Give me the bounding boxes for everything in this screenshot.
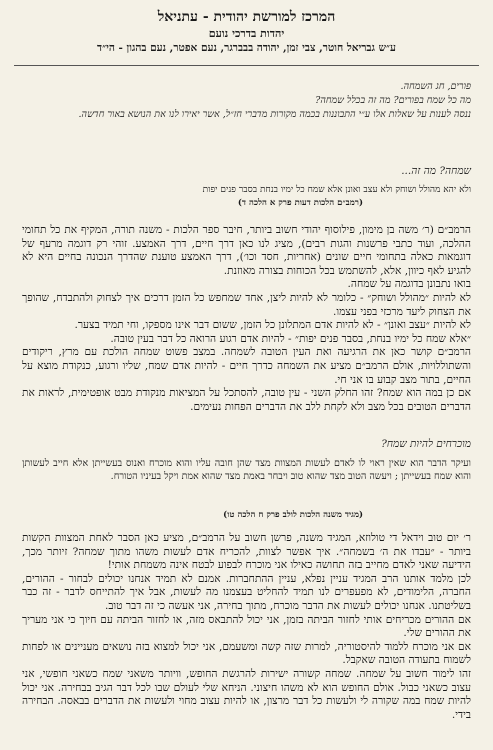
paragraph: ״אלא שמח כל ימיו בנחת, בסבר פנים יפות״ - להיות אדם רגוע הרואה כל דבר בעין טובה.	[110, 332, 471, 345]
paragraph: לא להיות ״מהולל ושוחק״ - כלומר לא להיות ליצן, אחד שמחפש כל הזמן דרכים איך לצחוק ולהתבדח, שהופך את הצחוק ליעד מרכזי בפני עצמו.	[22, 291, 471, 318]
dedication: ע״ש גבריאל חוטר, צבי זמן, יהודה בבברגר, נעם אפטר, נעם בהגון - הי״ד	[97, 42, 396, 54]
header-divider	[14, 65, 479, 66]
commentary	[22, 224, 471, 414]
source-quote: ולא יהא מהולל ושוחק ולא עצב ואונן אלא שמח כל ימיו בנחת בסבר פנים יפות	[202, 185, 471, 195]
paragraph: הרמב״ם קושר כאן את הרגיעה ואת העין הטובה לשמחה. במצב פשוט שמחה הולכת עם מרץ, ריקודים והשתוללויות, אולם הרמב״ם מציע את השמחה כדרך חיים - להיות אדם שמח, שליו ורגוע, כנקודת מוצא על החיים, בתור מצב קבוע בו אני חי.	[22, 346, 471, 386]
letterhead	[14, 8, 479, 56]
org-name: המרכז למורשת יהודית - עתניאל	[157, 9, 336, 25]
section-title: שמחה? מה זה...	[401, 165, 471, 177]
source-citation: (רמב״ם הלכות דעות פרק א הלכה ד)	[237, 198, 363, 208]
commentary	[22, 532, 471, 722]
paragraph: זהו לימוד חשוב על שמחה. שמחה קשורה ישירות להרגשת החופש, וויותר משאני שמח כשאני חופשי, אני עצוב כשאני כבול. אולם החופש הוא לא משהו חיצוני. הניחא שלי לעולם שבו לכל דבר הגיב בבחירה. אני יכול להיות שמח במה שקורה לי ולעשות כל דבר מרצון, או להיות עצוב מחוי ולעשות את הדברים בבאסה. הבחירה בידי.	[22, 667, 471, 721]
org-motto: יהדות בדרכי נועם	[208, 27, 285, 40]
source-quote: ועיקר הדבר הוא שאין ראוי לו לאדם לעשות המצוות מצד שהן חובה עליו והוא מוכרח ואנוס בעשייתן אלא חייב לעשותן והוא שמח בעשייתן ; ויעשה הטוב מצד שהוא טוב ויבחר באמת מצד שהוא אמת ויקל בעיניו הטורח.	[22, 458, 471, 482]
intro-line: מה כל שמח בפורים? מה זה בכלל שמחה?	[315, 95, 471, 106]
intro-line: ננסה לענות על שאלות אלו ע״י התבוננות בכמה מקורות מדברי חז״ל, אשר יאירו לנו את הנושא באור חדשה.	[78, 109, 471, 120]
intro-line: פורים, חג השמחה.	[400, 81, 471, 92]
paragraph: ר׳ יום טוב וידאל די טולוזא, המגיד משנה, פרשן חשוב על הרמב״ם, מציע כאן הסבר לאחת המצוות הקשות ביותר - ״עבדו את ה׳ בשמחה״. איך אפשר לצוות, להכריח אדם לעשות משהו מתוך שמחה? זיותר מכך, הידיעה שאני לאדם מחייב בזה תחושה כאילו אני מוכרח לבפוע לבטח אינה משמחת אותי!	[22, 532, 471, 572]
paragraph: הרמב״ם (ר׳ משה בן מימון, פילוסוף יהודי חשוב ביותר, חיבר ספר הלכות - משנה תורה, המקיף את כל תחומי ההלכה, ועוד כתבי פרשנות והגות רבים), מציג לנו כאן דרך חיים, דרך האמצע. זוהי רק דוגמה מרעף של דוגמאות כאלה בתחומי חיים שונים (אחריות, חסד וכו׳), דרך האמצע טוענת שהדרך הנכונה בחיים היא לא להגיע לאף כיוון, אלא, להשתמש בכל הכוחות בצורה מאוזנת.	[22, 224, 471, 277]
intro	[40, 80, 471, 122]
paragraph: אם אני מוכרח ללמוד להיסטוריה, למרות שזה קשה ומשעמם, אני יכול למצוא בזה נושאים מעניינים או לפחות לשמוח בתעודה הטובה שאקבל.	[22, 640, 471, 667]
source-citation: (מגיד משנה הלכות לולב פרק ח הלכה טו)	[223, 510, 363, 520]
paragraph: לא להיות ״עצב ואונן״ - לא להיות אדם המתלונן כל הזמן, ששום דבר אינו מספקו, וחי תמיד בצער.	[74, 319, 471, 332]
paragraph: אם כן במה הוא שמח? זהו החלק השני - עין טובה, להסתכל על המציאות מנקודת מבט אופטימית, לראות את הדברים הטובים בכל מצב ולא לקחת ללב את הדברים הפחות נעימים.	[22, 387, 471, 413]
paragraph: בואו נתבונן בדוגמה על שמחה.	[347, 278, 471, 291]
paragraph: אם ההורים מכריחים אותי לחזור הביתה בזמן, אני יכול להתבאס מזה, או לחזור הביתה עם חיוך כי אני מעריך את ההורים שלי.	[22, 613, 471, 640]
paragraph: לכן מלמד אותנו הרב המגיד עניין נפלא, עניין ההתחברות. אמנם לא תמיד אנחנו יכולים לבחור - ההורים, החברה, הלימודים, לא מפעפרים לנו תמיד להחליט בעצמנו מה לעשות, אבל איך להתייחס לדבר - זה כבר בשליטתנו. אנחנו יכולים לעשות את הדבר מוכרח, מתוך בחירה, אני אעשה כי זה דבר טוב.	[22, 572, 471, 612]
section-title: מוכרחים להיות שמח?	[381, 438, 471, 450]
